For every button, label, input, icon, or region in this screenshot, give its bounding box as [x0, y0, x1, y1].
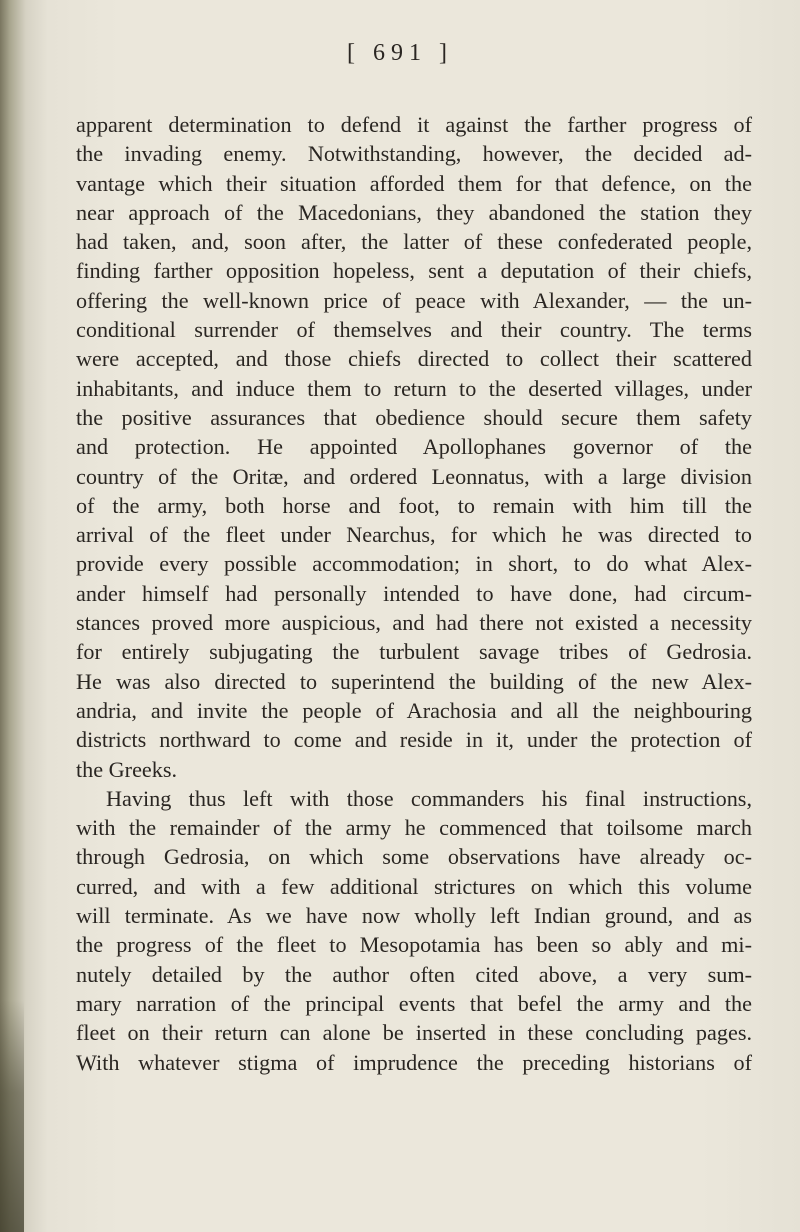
- paragraph-start-line: Having thus left with those commanders his final instructions,: [106, 785, 752, 811]
- text-line: He was also directed to superintend the building of the new Alex-: [76, 668, 752, 694]
- text-line: conditional surrender of themselves and their country. The terms: [76, 317, 752, 343]
- text-line: the positive assurances that obedience should secure them safety: [76, 404, 752, 430]
- text-line: of the army, both horse and foot, to remain with him till the: [76, 492, 752, 518]
- text-line: through Gedrosia, on which some observations have already oc-: [76, 844, 752, 870]
- text-line: vantage which their situation afforded them for that defence, on the: [76, 170, 752, 196]
- text-line: had taken, and, soon after, the latter of these confederated people,: [76, 229, 752, 255]
- text-line: fleet on their return can alone be inserted in these concluding pages.: [76, 1020, 752, 1046]
- text-line: near approach of the Macedonians, they abandoned the station they: [76, 199, 752, 225]
- text-line: districts northward to come and reside in it, under the protection of: [76, 727, 752, 753]
- text-line: ander himself had personally intended to have done, had circum-: [76, 580, 752, 606]
- text-line: curred, and with a few additional strictures on which this volume: [76, 873, 752, 899]
- text-line: and protection. He appointed Apollophanes governor of the: [76, 434, 752, 460]
- text-line: With whatever stigma of imprudence the preceding historians of: [76, 1049, 752, 1075]
- text-line: arrival of the fleet under Nearchus, for which he was directed to: [76, 522, 752, 548]
- text-line: with the remainder of the army he commenced that toilsome march: [76, 815, 752, 841]
- text-line: will terminate. As we have now wholly left Indian ground, and as: [76, 903, 752, 929]
- text-line: offering the well-known price of peace with Alexander, — the un-: [76, 287, 752, 313]
- text-line: finding farther opposition hopeless, sent a deputation of their chiefs,: [76, 258, 752, 284]
- page-number-header: [ 691 ]: [347, 40, 453, 66]
- paragraph-end-line: the Greeks.: [76, 756, 178, 782]
- text-line: andria, and invite the people of Arachosia and all the neighbouring: [76, 697, 752, 723]
- binding-shadow: [0, 1000, 24, 1232]
- text-line: nutely detailed by the author often cited above, a very sum-: [76, 961, 752, 987]
- text-line: inhabitants, and induce them to return to the deserted villages, under: [76, 375, 752, 401]
- text-line: the progress of the fleet to Mesopotamia has been so ably and mi-: [76, 932, 752, 958]
- body-text: [76, 110, 752, 1077]
- text-line: for entirely subjugating the turbulent savage tribes of Gedrosia.: [76, 639, 752, 665]
- text-line: were accepted, and those chiefs directed to collect their scattered: [76, 346, 752, 372]
- text-line: the invading enemy. Notwithstanding, however, the decided ad-: [76, 141, 752, 167]
- text-line: stances proved more auspicious, and had there not existed a necessity: [76, 610, 752, 636]
- text-line: country of the Oritæ, and ordered Leonnatus, with a large division: [76, 463, 752, 489]
- text-line: provide every possible accommodation; in short, to do what Alex-: [76, 551, 752, 577]
- text-line: apparent determination to defend it against the farther progress of: [76, 112, 752, 137]
- text-line: mary narration of the principal events that befel the army and the: [76, 990, 752, 1016]
